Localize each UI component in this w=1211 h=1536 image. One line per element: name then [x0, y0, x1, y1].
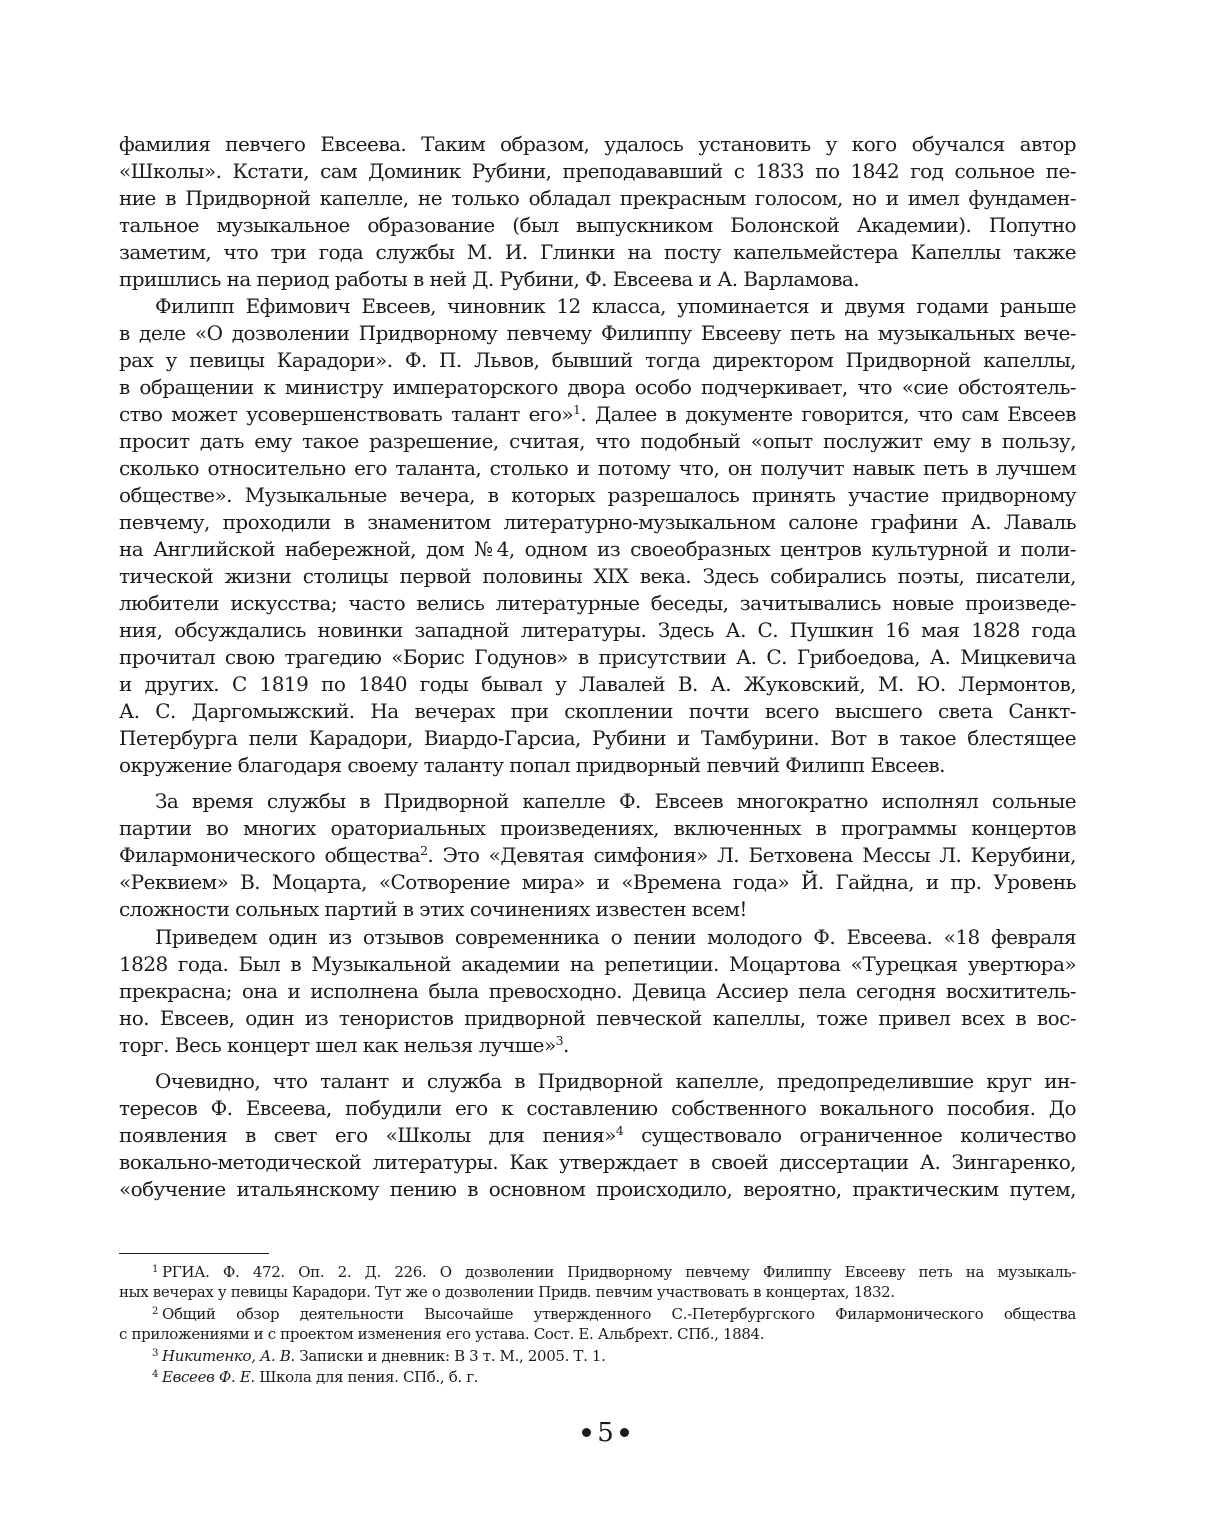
text-line: Филипп Ефимович Евсеев, чиновник 12 класса, упоминается и двумя годами раньше	[155, 294, 1076, 318]
footnote-ref: 3	[555, 1033, 563, 1049]
footnote-2-cont: с приложениями и с проектом изменения его устава. Сост. Е. Альбрехт. СПб., 1884.	[119, 1325, 765, 1343]
text-line: вокально-методической литературы. Как утверждает в своей диссертации А. Зингаренко,	[119, 1150, 1076, 1174]
text-line: сложности сольных партий в этих сочинениях известен всем!	[119, 897, 747, 921]
text-line: Петербурга пели Карадори, Виардо-Гарсиа, Рубини и Тамбурини. Вот в такое блестящее	[119, 726, 1076, 750]
footnote-ref: 4	[615, 1123, 624, 1139]
text-line: «обучение итальянскому пению в основном происходило, вероятно, практическим путем,	[119, 1177, 1076, 1201]
text-line: торг. Весь концерт шел как нельзя лучше»$^3$.	[119, 1033, 569, 1057]
bullet-icon	[582, 1428, 591, 1437]
text-segment: появления в свет его «Школы для пения»	[119, 1123, 616, 1147]
text-line: Очевидно, что талант и служба в Придворной капелле, предопределившие круг ин-	[155, 1069, 1076, 1093]
footnote-ref: 1	[573, 402, 581, 418]
footnote-text: Общий обзор деятельности Высочайше утвержденного С.-Петербургского Филармонического общества	[162, 1305, 1076, 1323]
text-line: А. С. Даргомыжский. На вечерах при скоплении почти всего высшего света Санкт-	[119, 699, 1076, 723]
bullet-icon	[620, 1428, 629, 1437]
footnote-1	[152, 1262, 1076, 1282]
text-segment: . Далее в документе говорится, что сам Евсеев	[580, 402, 1076, 426]
text-line: обществе». Музыкальные вечера, в которых разрешалось принять участие придворному	[119, 483, 1076, 507]
text-line: тальное музыкальное образование (был выпускником Болонской Академии). Попутно	[119, 213, 1076, 237]
text-line: тической жизни столицы первой половины XIX века. Здесь собирались поэты, писатели,	[119, 564, 1076, 588]
text-line: Приведем один из отзывов современника о пении молодого Ф. Евсеева. «18 февраля	[155, 925, 1076, 949]
footnote-author: Никитенко, А. В.	[162, 1347, 295, 1365]
text-line: просит дать ему такое разрешение, считая, что подобный «опыт послужит ему в пользу,	[119, 429, 1076, 453]
text-line: в деле «О дозволении Придворному певчему Филиппу Евсееву петь на музыкальных вече-	[119, 321, 1076, 345]
text-line: и других. С 1819 по 1840 годы бывал у Лавалей В. А. Жуковский, М. Ю. Лермонтов,	[119, 672, 1076, 696]
text-line: прочитал свою трагедию «Борис Годунов» в присутствии А. С. Грибоедова, А. Мицкевича	[119, 645, 1076, 669]
footnote-text: РГИА. Ф. 472. Оп. 2. Д. 226. О дозволении Придворному певчему Филиппу Евсееву петь на музыкаль-	[162, 1263, 1076, 1281]
footnote-3	[152, 1346, 1076, 1366]
text-segment: . Это «Девятая симфония» Л. Бетховена Мессы Л. Керубини,	[427, 843, 1076, 867]
text-line: фамилия певчего Евсеева. Таким образом, удалось установить у кого обучался автор	[119, 132, 1076, 156]
text-line: рах у певицы Карадори». Ф. П. Львов, бывший тогда директором Придворной капеллы,	[119, 348, 1076, 372]
footnote-2	[152, 1304, 1076, 1324]
text-line: «Школы». Кстати, сам Доминик Рубини, преподававший с 1833 по 1842 год сольное пе-	[119, 159, 1076, 183]
text-line: ние в Придворной капелле, не только обладал прекрасным голосом, но и имел фундамен-	[119, 186, 1076, 210]
text-segment: торг. Весь концерт шел как нельзя лучше»	[119, 1033, 556, 1057]
page-number	[0, 1418, 1211, 1448]
text-line	[119, 401, 1076, 427]
text-line: «Реквием» В. Моцарта, «Сотворение мира» и «Времена года» Й. Гайдна, и пр. Уровень	[119, 870, 1076, 894]
text-line: 1828 года. Был в Музыкальной академии на репетиции. Моцартова «Турецкая увертюра»	[119, 952, 1076, 976]
footnote-number: 1	[152, 1264, 159, 1275]
text-segment: существовало ограниченное количество	[623, 1123, 1076, 1147]
text-line: певчему, проходили в знаменитом литературно-музыкальном салоне графини А. Лаваль	[119, 510, 1076, 534]
text-line: прекрасна; она и исполнена была превосходно. Девица Ассиер пела сегодня восхититель-	[119, 979, 1076, 1003]
text-line: ния, обсуждались новинки западной литературы. Здесь А. С. Пушкин 16 мая 1828 года	[119, 618, 1076, 642]
footnote-number: 2	[152, 1306, 159, 1317]
text-line: тересов Ф. Евсеева, побудили его к составлению собственного вокального пособия. До	[119, 1096, 1076, 1120]
text-line: окружение благодаря своему таланту попал придворный певчий Филипп Евсеев.	[119, 753, 945, 777]
text-line: сколько относительно его таланта, столько и потому что, он получит навык петь в лучшем	[119, 456, 1076, 480]
text-line: любители искусства; часто велись литературные беседы, зачитывались новые произведе-	[119, 591, 1076, 615]
text-line	[119, 1122, 1076, 1148]
text-line: За время службы в Придворной капелле Ф. Евсеев многократно исполнял сольные	[155, 789, 1076, 813]
footnote-number: 3	[152, 1348, 159, 1359]
text-segment: Филармонического общества	[119, 843, 421, 867]
footnote-4	[152, 1367, 1076, 1387]
text-line: на Английской набережной, дом №4, одном из своеобразных центров культурной и поли-	[119, 537, 1076, 561]
text-line: но. Евсеев, один из тенористов придворной певческой капеллы, тоже привел всех в вос-	[119, 1006, 1076, 1030]
page-number-value: 5	[597, 1418, 614, 1448]
footnote-rule	[119, 1253, 269, 1254]
text-line: партии во многих ораториальных произведениях, включенных в программы концертов	[119, 816, 1076, 840]
footnote-1-cont: ных вечерах у певицы Карадори. Тут же о дозволении Придв. певчим участвовать в концертах, 1832.	[119, 1283, 895, 1301]
text-line: заметим, что три года службы М. И. Глинки на посту капельмейстера Капеллы также	[119, 240, 1076, 264]
text-line	[119, 842, 1076, 868]
text-line: в обращении к министру императорского двора особо подчеркивает, что «сие обстоятель-	[119, 375, 1076, 399]
footnote-text: Записки и дневник: В 3 т. М., 2005. Т. 1.	[294, 1347, 606, 1365]
text-line: пришлись на период работы в ней Д. Рубини, Ф. Евсеева и А. Варламова.	[119, 267, 860, 291]
footnote-number: 4	[152, 1369, 159, 1380]
footnote-text: Школа для пения. СПб., б. г.	[254, 1368, 479, 1386]
text-segment: ство может усовершенствовать талант его»	[119, 402, 574, 426]
footnote-ref: 2	[420, 843, 428, 859]
footnote-author: Евсеев Ф. Е.	[162, 1368, 255, 1386]
